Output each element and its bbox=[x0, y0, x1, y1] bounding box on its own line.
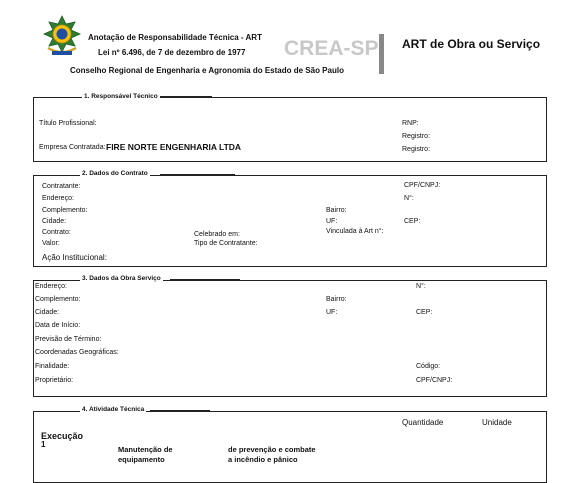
header-title-line3: Conselho Regional de Engenharia e Agronomia do Estado de São Paulo bbox=[70, 66, 344, 75]
registro-label-1: Registro: bbox=[402, 133, 431, 140]
activity-col2-line1: de prevenção e combate bbox=[228, 445, 316, 454]
header-title-line2: Lei nº 6.496, de 7 de dezembro de 1977 bbox=[98, 48, 246, 57]
rnp-label: RNP: bbox=[402, 120, 419, 127]
section-2-title-rule bbox=[160, 174, 235, 175]
proprietario-label: Proprietário: bbox=[35, 377, 74, 384]
previsao-termino-label: Previsão de Término: bbox=[35, 336, 102, 343]
section-3-title-rule bbox=[170, 279, 240, 280]
unidade-header: Unidade bbox=[482, 418, 512, 427]
obra-cpf-cnpj-label: CPF/CNPJ: bbox=[416, 377, 453, 384]
contrato-label: Contrato: bbox=[42, 229, 71, 236]
valor-label: Valor: bbox=[42, 240, 60, 247]
obra-cidade-label: Cidade: bbox=[35, 309, 60, 316]
section-2-title: 2. Dados do Contrato bbox=[82, 170, 148, 177]
vinculada-art-label: Vinculada à Art n°: bbox=[326, 228, 384, 235]
obra-bairro-label: Bairro: bbox=[326, 296, 347, 303]
section-4-title: 4. Atividade Técnica bbox=[82, 406, 145, 413]
section-4-title-rule bbox=[150, 410, 210, 411]
section-1-box bbox=[33, 97, 547, 162]
quantidade-header: Quantidade bbox=[402, 418, 444, 427]
acao-institucional-label: Ação Institucional: bbox=[42, 253, 107, 262]
obra-numero-label: N°: bbox=[416, 283, 426, 290]
data-inicio-label: Data de Início: bbox=[35, 322, 81, 329]
registro-label-2: Registro: bbox=[402, 146, 431, 153]
complemento-label: Complemento: bbox=[42, 207, 88, 214]
section-3-box bbox=[33, 280, 547, 397]
section-2-box bbox=[33, 175, 547, 267]
obra-endereco-label: Endereço: bbox=[35, 283, 67, 290]
execucao-label: Execução bbox=[41, 431, 84, 441]
header-divider bbox=[379, 34, 384, 74]
empresa-contratada-value: FIRE NORTE ENGENHARIA LTDA bbox=[106, 142, 242, 152]
uf-label: UF: bbox=[326, 218, 338, 225]
codigo-label: Código: bbox=[416, 363, 441, 370]
numero-label: N°: bbox=[404, 195, 414, 202]
header-title-line1: Anotação de Responsabilidade Técnica - ART bbox=[88, 33, 262, 42]
tipo-contratante-label: Tipo de Contratante: bbox=[194, 240, 258, 247]
obra-complemento-label: Complemento: bbox=[35, 296, 81, 303]
empresa-contratada-label: Empresa Contratada: bbox=[39, 144, 106, 151]
endereco-label: Endereço: bbox=[42, 195, 74, 202]
bairro-label: Bairro: bbox=[326, 207, 347, 214]
activity-col1-line2: equipamento bbox=[118, 455, 165, 464]
crea-sp-watermark: CREA-SP bbox=[284, 37, 379, 60]
document-type-title: ART de Obra ou Serviço bbox=[402, 37, 541, 51]
section-1-title: 1. Responsável Técnico bbox=[84, 93, 158, 100]
coat-of-arms-logo bbox=[40, 14, 84, 58]
section-3-title: 3. Dados da Obra Serviço bbox=[82, 275, 161, 282]
activity-item-number: 1 bbox=[41, 440, 46, 449]
cpf-cnpj-label: CPF/CNPJ: bbox=[404, 182, 441, 189]
contratante-label: Contratante: bbox=[42, 183, 81, 190]
obra-uf-label: UF: bbox=[326, 309, 338, 316]
cep-label: CEP: bbox=[404, 218, 421, 225]
activity-col1-line1: Manutenção de bbox=[118, 445, 173, 454]
finalidade-label: Finalidade: bbox=[35, 363, 70, 370]
obra-cep-label: CEP: bbox=[416, 309, 433, 316]
activity-col2-line2: a incêndio e pânico bbox=[228, 455, 298, 464]
celebrado-em-label: Celebrado em: bbox=[194, 231, 240, 238]
coordenadas-label: Coordenadas Geográficas: bbox=[35, 349, 119, 356]
cidade-label: Cidade: bbox=[42, 218, 67, 225]
titulo-profissional-label: Título Profissional: bbox=[39, 120, 97, 127]
